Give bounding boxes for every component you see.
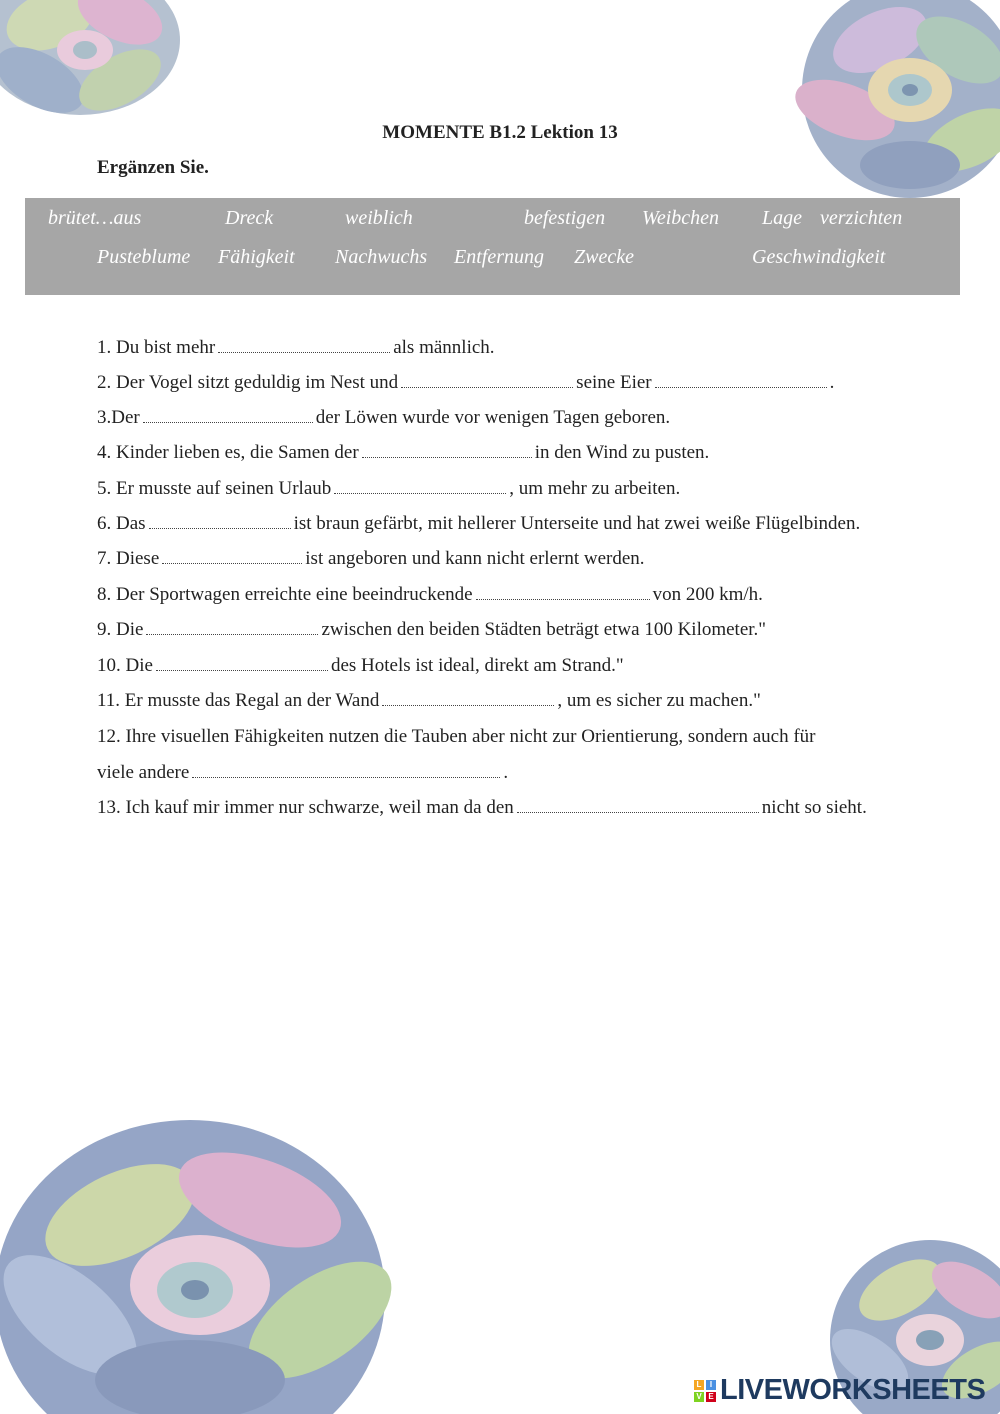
sentence-text: 5. Er musste auf seinen Urlaub (97, 478, 332, 499)
sentence-3 (97, 407, 670, 429)
sentence-text: seine Eier (576, 372, 652, 393)
answer-blank[interactable] (143, 408, 313, 423)
logo-letter: V (694, 1392, 704, 1402)
sentence-text: viele andere (97, 762, 190, 783)
answer-blank[interactable] (517, 798, 759, 813)
answer-blank[interactable] (401, 373, 573, 388)
sentence-6 (97, 513, 860, 535)
sentence-text: ist angeboren und kann nicht erlernt werden. (305, 548, 645, 569)
word-bank (25, 198, 960, 295)
sentence-text: als männlich. (393, 337, 495, 358)
sentence-text: , um es sicher zu machen." (557, 690, 761, 711)
sentence-text: des Hotels ist ideal, direkt am Strand." (330, 655, 624, 676)
logo-text: LIVEWORKSHEETS (720, 1374, 986, 1406)
answer-blank[interactable] (149, 514, 291, 529)
instruction-text: Ergänzen Sie. (97, 157, 209, 178)
sentence-text: 8. Der Sportwagen erreichte eine beeindruckende (97, 584, 473, 605)
sentence-text: von 200 km/h. (652, 584, 763, 605)
logo-letter: E (706, 1392, 716, 1402)
word-bank-item: befestigen (524, 207, 606, 229)
sentence-8 (97, 584, 763, 606)
word-bank-item: weiblich (345, 207, 413, 229)
answer-blank[interactable] (362, 443, 532, 458)
answer-blank[interactable] (476, 585, 650, 600)
answer-blank[interactable] (146, 620, 318, 635)
logo-icon (694, 1380, 716, 1402)
word-bank-item: Geschwindigkeit (752, 246, 886, 268)
sentence-text: 1. Du bist mehr (97, 337, 216, 358)
sentence-text: nicht so sieht. (761, 797, 867, 818)
sentence-13 (97, 797, 867, 819)
sentence-9 (97, 619, 766, 641)
liveworksheets-logo (694, 1374, 985, 1407)
answer-blank[interactable] (162, 549, 302, 564)
word-bank-item: Nachwuchs (335, 246, 428, 268)
sentence-text: 6. Das (97, 513, 146, 534)
answer-blank[interactable] (334, 479, 506, 494)
sentence-2 (97, 372, 834, 394)
sentence-text: 12. Ihre visuellen Fähigkeiten nutzen die Tauben aber nicht zur Orientierung, sondern auch für (97, 726, 816, 747)
word-bank-item: Fähigkeit (218, 246, 295, 268)
sentence-text: 10. Die (97, 655, 153, 676)
sentence-4 (97, 442, 709, 464)
word-bank-item: Lage (762, 207, 802, 229)
sentence-7 (97, 548, 645, 570)
sentence-11 (97, 690, 761, 712)
sentence-text: . (829, 372, 835, 393)
sentence-text: 2. Der Vogel sitzt geduldig im Nest und (97, 372, 399, 393)
logo-letter: L (694, 1380, 704, 1390)
succulent-bottom-left-image (0, 1105, 400, 1414)
sentence-10 (97, 655, 624, 677)
word-bank-item: brütet…aus (48, 207, 142, 229)
sentence-12 (97, 726, 816, 748)
word-bank-item: Pusteblume (97, 246, 191, 268)
sentence-text: 11. Er musste das Regal an der Wand (97, 690, 380, 711)
word-bank-item: Zwecke (574, 246, 634, 268)
sentence-text: ist braun gefärbt, mit hellerer Unterseite und hat zwei weiße Flügelbinden. (293, 513, 861, 534)
answer-blank[interactable] (382, 691, 554, 706)
sentence-text: 4. Kinder lieben es, die Samen der (97, 442, 359, 463)
sentence-text: in den Wind zu pusten. (534, 442, 710, 463)
sentence-text: 13. Ich kauf mir immer nur schwarze, weil man da den (97, 797, 514, 818)
answer-blank[interactable] (156, 656, 328, 671)
sentence-1 (97, 337, 495, 359)
sentence-5 (97, 478, 680, 500)
sentence-text: 9. Die (97, 619, 144, 640)
logo-letter: I (706, 1380, 716, 1390)
sentence-text: zwischen den beiden Städten beträgt etwa 100 Kilometer." (321, 619, 767, 640)
word-bank-item: Dreck (225, 207, 274, 229)
answer-blank[interactable] (655, 373, 827, 388)
sentence-12-continued (97, 762, 508, 784)
sentence-text: 7. Diese (97, 548, 160, 569)
answer-blank[interactable] (192, 763, 500, 778)
word-bank-item: Weibchen (642, 207, 720, 229)
word-bank-item: verzichten (820, 207, 903, 229)
sentence-text: 3.Der (97, 407, 140, 428)
sentence-text: der Löwen wurde vor wenigen Tagen geboren. (315, 407, 671, 428)
word-bank-item: Entfernung (454, 246, 544, 268)
answer-blank[interactable] (218, 338, 390, 353)
succulent-top-right-image (770, 0, 1000, 205)
sentence-text: , um mehr zu arbeiten. (509, 478, 681, 499)
page-title: MOMENTE B1.2 Lektion 13 (382, 122, 618, 143)
sentence-text: . (503, 762, 509, 783)
